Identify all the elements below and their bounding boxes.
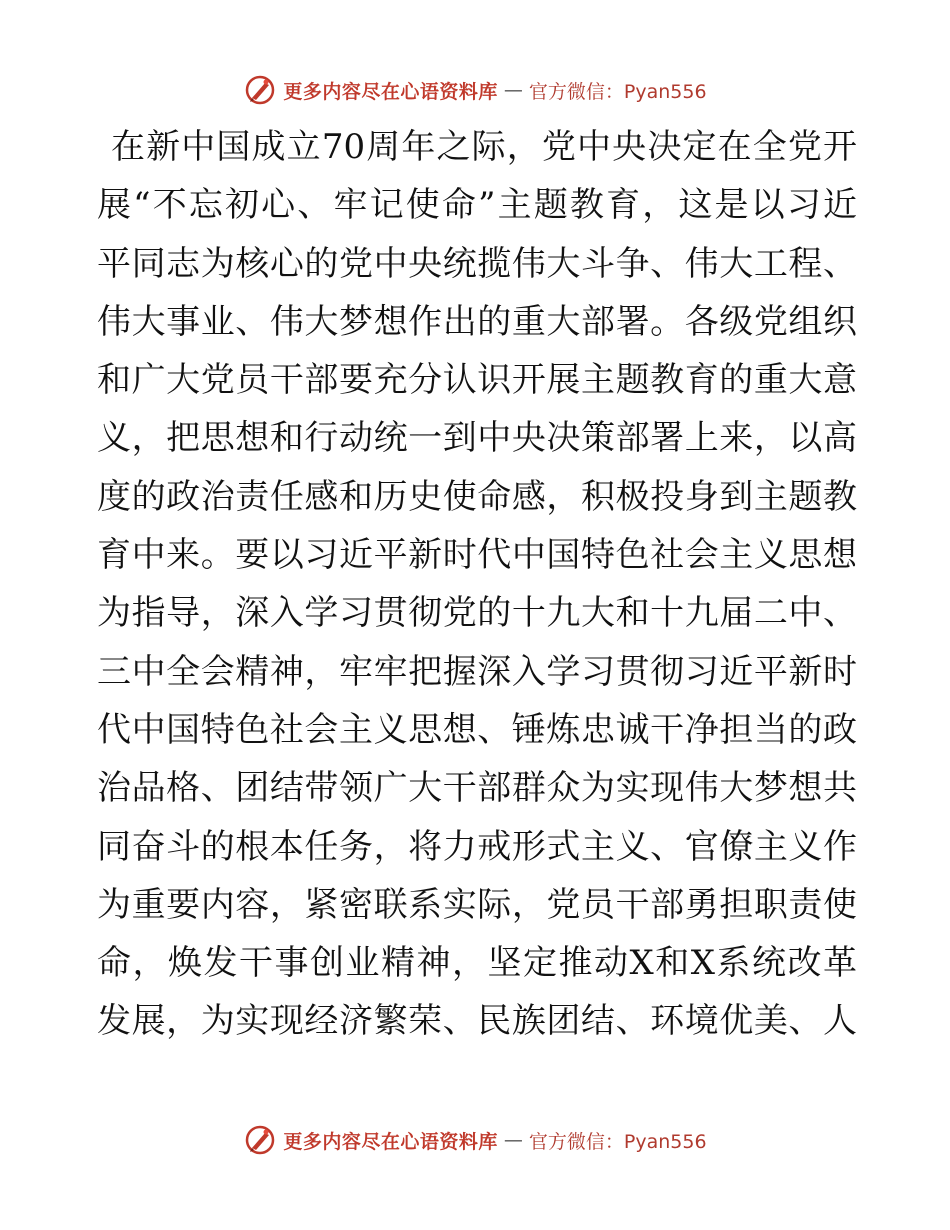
- watermark-contact: 官方微信：Pyan556: [528, 80, 707, 103]
- body-line-5: 和广大党员干部要充分认识开展主题教育的重大意: [97, 360, 857, 401]
- watermark-separator: —: [503, 1129, 523, 1151]
- body-line-14: 为重要内容，紧密联系实际，党员干部勇担职责使: [97, 884, 857, 925]
- body-line-10: 三中全会精神，牢牢把握深入学习贯彻习近平新时: [97, 651, 857, 692]
- body-line-6: 义，把思想和行动统一到中央决策部署上来，以高: [97, 418, 857, 459]
- document-body: [97, 118, 857, 1051]
- body-line-3: 平同志为核心的党中央统揽伟大斗争、伟大工程、: [97, 243, 857, 284]
- body-line-8: 育中来。要以习近平新时代中国特色社会主义思想: [97, 535, 857, 576]
- body-line-4: 伟大事业、伟大梦想作出的重大部署。各级党组织: [97, 301, 857, 342]
- quill-pen-logo-icon: [243, 1123, 277, 1157]
- watermark-text: 更多内容尽在心语资料库: [283, 1130, 498, 1153]
- body-line-2: 展“不忘初心、牢记使命”主题教育，这是以习近: [97, 185, 857, 226]
- quill-pen-logo-icon: [243, 73, 277, 107]
- watermark-header: [0, 70, 950, 110]
- body-line-13: 同奋斗的根本任务，将力戒形式主义、官僚主义作: [97, 826, 857, 867]
- body-line-16: 发展，为实现经济繁荣、民族团结、环境优美、人: [97, 1001, 857, 1042]
- watermark-contact: 官方微信：Pyan556: [528, 1130, 707, 1153]
- body-line-15: 命，焕发干事创业精神，坚定推动X和X系统改革: [97, 943, 857, 984]
- watermark-footer: [0, 1120, 950, 1160]
- body-line-12: 治品格、团结带领广大干部群众为实现伟大梦想共: [97, 768, 857, 809]
- watermark-text: 更多内容尽在心语资料库: [283, 80, 498, 103]
- body-line-9: 为指导，深入学习贯彻党的十九大和十九届二中、: [97, 593, 857, 634]
- body-line-11: 代中国特色社会主义思想、锤炼忠诚干净担当的政: [97, 709, 857, 750]
- watermark-separator: —: [503, 79, 523, 101]
- body-line-7: 度的政治责任感和历史使命感，积极投身到主题教: [97, 476, 857, 517]
- body-line-1: 在新中国成立70周年之际，党中央决定在全党开: [111, 127, 857, 167]
